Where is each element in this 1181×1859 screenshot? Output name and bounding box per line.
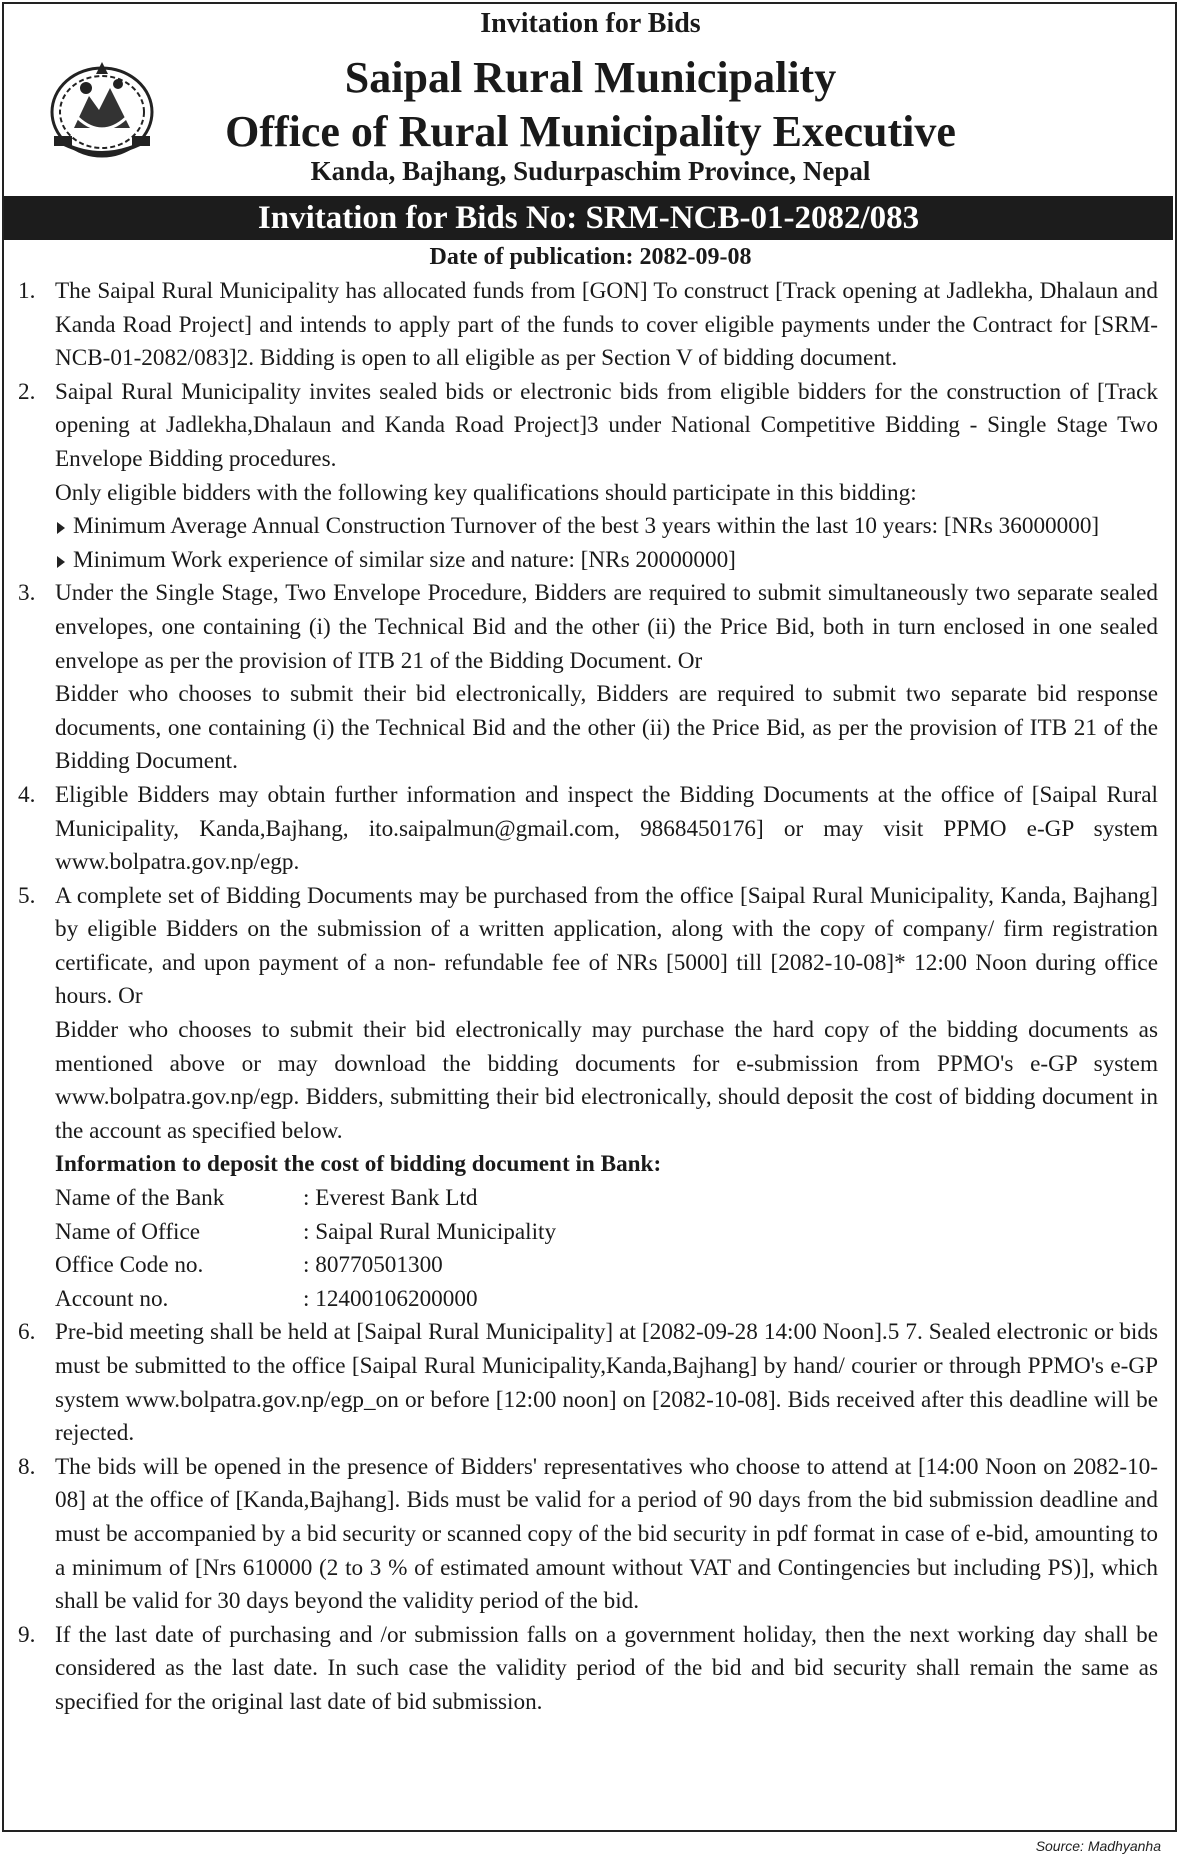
bank-info-label: Name of the Bank — [55, 1185, 225, 1212]
list-item — [18, 1619, 1158, 1720]
item-text: If the last date of purchasing and /or submission falls on a government holiday, then the next working day shall be considered as the last date. In such case the validity period of the bid and bid security shall remain the same as specified for the original last date of bid submission. — [55, 1621, 1158, 1715]
bank-info-row — [55, 1249, 1158, 1283]
list-item — [18, 779, 1158, 880]
item-number: 5. — [18, 882, 36, 909]
item-text: The bids will be opened in the presence of Bidders' representatives who choose to attend at [14:00 Noon on 2082-10-08] at the office of [Kanda,Bajhang]. Bids must be valid for a period of 90 days from the bid submission deadline and must be accompanied by a bid security or scanned copy of the bid security in pdf format in case of e-bid, amounting to a minimum of [Nrs 610000 (2 to 3 % of estimated amount without VAT and Contingencies but including PS)], which shall be valid for 30 days beyond the validity period of the bid. — [55, 1453, 1158, 1615]
list-item — [18, 275, 1158, 376]
bank-info-row — [55, 1216, 1158, 1250]
item-text: Saipal Rural Municipality invites sealed bids or electronic bids from eligible bidders for the construction of [Track opening at Jadlekha,Dhalaun and Kanda Road Project]3 under National Competitive Bidding - Single Stage Two Envelope Bidding procedures. — [55, 378, 1158, 472]
qualification-intro: Only eligible bidders with the following key qualifications should participate in this bidding: — [55, 479, 917, 506]
bullet-triangle-icon — [57, 522, 65, 534]
item-text-continued: Bidder who chooses to submit their bid electronically, Bidders are required to submit two separate bid response documents, one containing (i) the Technical Bid and the other (ii) the Price Bid, as per the provision of ITB 21 of the Bidding Document. — [55, 681, 1158, 775]
item-number: 1. — [18, 278, 36, 304]
item-number: 3. — [18, 580, 36, 607]
bank-info-value: : 12400106200000 — [303, 1285, 478, 1312]
notice-body — [18, 275, 1158, 1720]
office-name: Office of Rural Municipality Executive — [225, 107, 956, 156]
item-number: 6. — [18, 1319, 36, 1346]
bank-info-label: Name of Office — [55, 1218, 201, 1245]
list-item — [18, 376, 1158, 578]
bank-info-heading: Information to deposit the cost of bidding document in Bank: — [55, 1151, 662, 1178]
qualification-bullet — [55, 544, 1158, 578]
bid-number-bar: Invitation for Bids No: SRM-NCB-01-2082/083 — [4, 196, 1173, 240]
item-number: 4. — [18, 781, 36, 808]
office-address: Kanda, Bajhang, Sudurpaschim Province, Nepal — [310, 156, 871, 186]
bank-info-row — [55, 1182, 1158, 1216]
item-text: Under the Single Stage, Two Envelope Procedure, Bidders are required to submit simultaneously two separate sealed envelopes, one containing (i) the Technical Bid and the other (ii) the Price Bid, both in turn enclosed in one sealed envelope as per the provision of ITB 21 of the Bidding Document. Or — [55, 580, 1158, 674]
qualification-bullet — [55, 510, 1158, 544]
bullet-triangle-icon — [57, 556, 65, 568]
bank-info-value: : Everest Bank Ltd — [303, 1185, 478, 1212]
source-credit: Source: Madhyanha — [1035, 1838, 1161, 1854]
item-number: 9. — [18, 1621, 36, 1648]
notice-top-title: Invitation for Bids — [480, 8, 701, 39]
item-number: 2. — [18, 378, 36, 405]
list-item — [18, 880, 1158, 1317]
bank-info-row — [55, 1283, 1158, 1317]
item-text: The Saipal Rural Municipality has allocated funds from [GON] To construct [Track opening at Jadlekha, Dhalaun and Kanda Road Project] and intends to apply part of the funds to cover eligible payments under the Contract for [SRM-NCB-01-2082/083]2. Bidding is open to all eligible as per Section V of bidding document. — [55, 278, 1158, 372]
item-text: Eligible Bidders may obtain further information and inspect the Bidding Documents at the office of [Saipal Rural Municipality, Kanda,Bajhang, ito.saipalmun@gmail.com, 9868450176] or may visit PPMO e-GP system www.bolpatra.gov.np/egp. — [55, 781, 1158, 876]
list-item — [18, 1451, 1158, 1619]
item-text: Pre-bid meeting shall be held at [Saipal Rural Municipality] at [2082-09-28 14:00 Noon].5 7. Sealed electronic or bids must be submitted to the office [Saipal Rural Municipality,Kanda,Bajhang] by hand/ courier or through PPMO's e-GP system www.bolpatra.gov.np/egp_on or before [12:00 noon] on [2082-10-08]. Bids received after this deadline will be rejected. — [55, 1319, 1158, 1447]
bank-info-value: : Saipal Rural Municipality — [303, 1218, 557, 1245]
item-text: A complete set of Bidding Documents may be purchased from the office [Saipal Rural Municipality, Kanda, Bajhang] by eligible Bidders on the submission of a written application, along with the copy of company/ firm registration certificate, and upon payment of a non- refundable fee of NRs [5000] till [2082-10-08]* 12:00 Noon during office hours. Or — [55, 882, 1158, 1010]
publication-date: Date of publication: 2082-09-08 — [429, 244, 752, 270]
qualification-text: Minimum Average Annual Construction Turnover of the best 3 years within the last 10 years: [NRs 36000000] — [73, 513, 1100, 540]
qualification-text: Minimum Work experience of similar size and nature: [NRs 20000000] — [73, 546, 736, 573]
item-text-continued: Bidder who chooses to submit their bid electronically may purchase the hard copy of the bidding documents as mentioned above or may download the bidding documents for e-submission from PPMO's e-GP system www.bolpatra.gov.np/egp. Bidders, submitting their bid electronically, should deposit the cost of bidding document in the account as specified below. — [55, 1017, 1158, 1144]
bank-info-label: Office Code no. — [55, 1252, 204, 1279]
bank-info-value: : 80770501300 — [303, 1252, 443, 1279]
organization-name: Saipal Rural Municipality — [344, 53, 837, 102]
list-item — [18, 1316, 1158, 1450]
list-item — [18, 577, 1158, 779]
bank-info-label: Account no. — [55, 1285, 169, 1312]
item-number: 8. — [18, 1453, 36, 1480]
